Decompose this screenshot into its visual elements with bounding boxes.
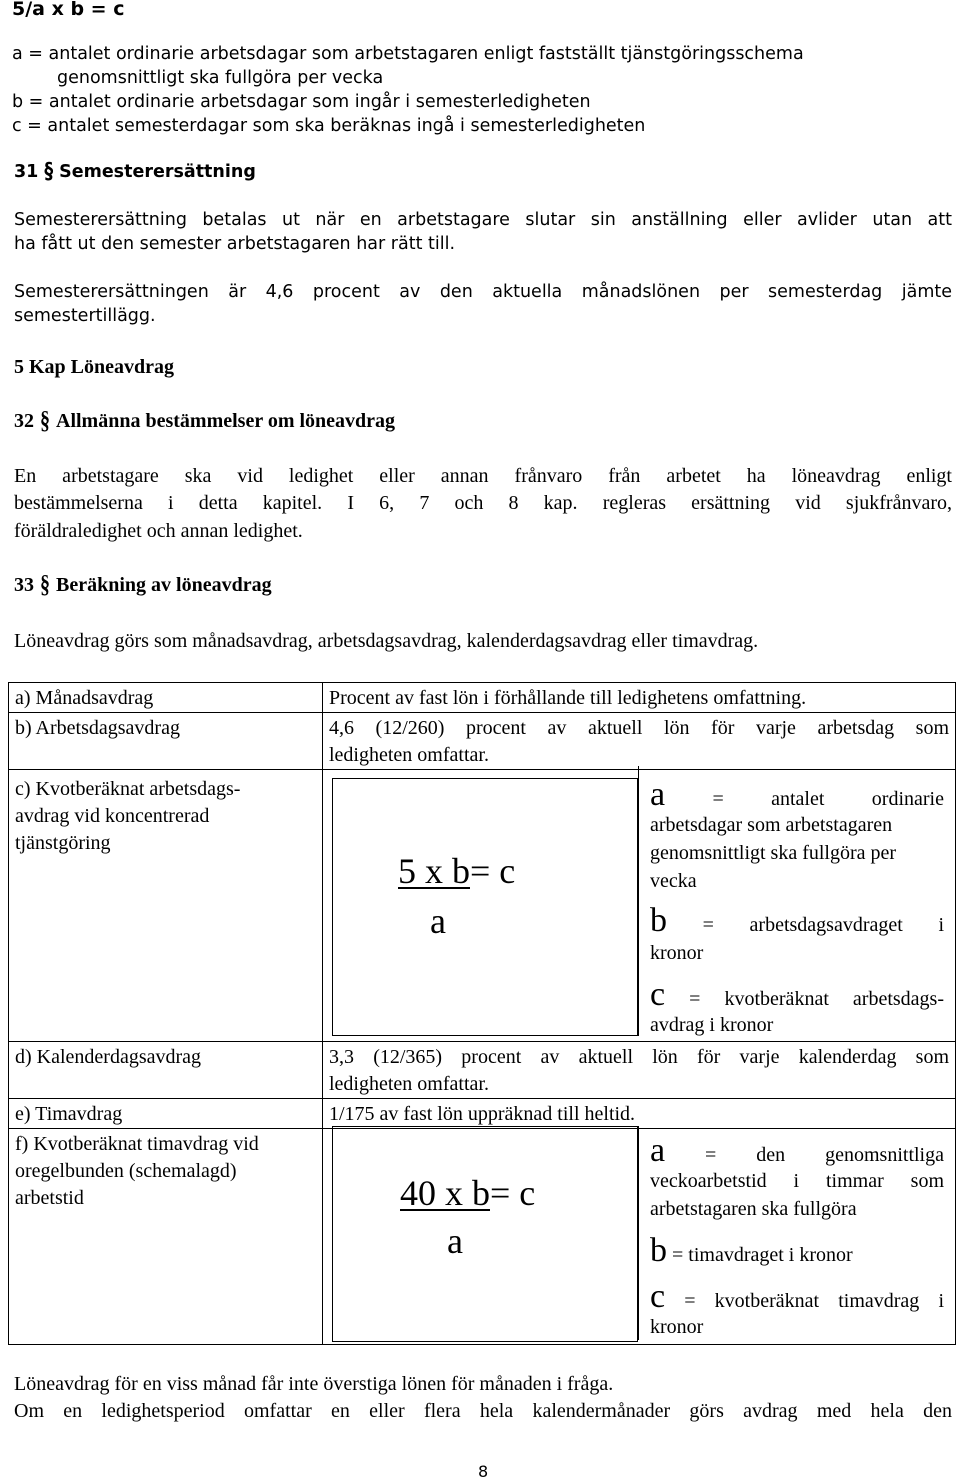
definition-a [650, 1132, 944, 1174]
chapter-5-heading: 5 Kap Löneavdrag [14, 356, 175, 378]
row-description-line1: 3,3 (12/365) procent av aktuell lön för varje kalenderdag som [329, 1046, 949, 1068]
s31-paragraph1-line2: ha fått ut den semester arbetstagaren har rätt till. [14, 234, 456, 254]
definition-b [650, 1232, 853, 1274]
row-label: d) Kalenderdagsavdrag [9, 1042, 323, 1099]
row-label [9, 1129, 323, 1345]
definition-a-line2: veckoarbetstid i timmar som [650, 1170, 944, 1192]
section-31-heading [14, 159, 256, 185]
formula-f [400, 1172, 535, 1214]
section-title: Semesterersättning [59, 162, 256, 182]
variable-letter: a [650, 776, 666, 813]
formula-denominator: a [430, 901, 446, 941]
bottom-line1: Löneavdrag för en viss månad får inte överstiga lönen för månaden i fråga. [14, 1373, 614, 1395]
definition-a-line4: vecka [650, 870, 697, 892]
row-description [323, 713, 956, 770]
variable-letter: c [650, 976, 666, 1013]
variable-letter: b [650, 902, 667, 939]
definition-text: = kvotberäknat arbetsdags- [689, 988, 944, 1010]
definition-b-line2: kronor [650, 942, 704, 964]
row-description-line1: 4,6 (12/260) procent av aktuell lön för varje arbetsdag som [329, 717, 949, 739]
divider [638, 1126, 639, 1340]
page-number: 8 [478, 1462, 489, 1481]
row-label-line2: oregelbunden (schemalagd) [15, 1160, 237, 1182]
row-label [9, 770, 323, 1042]
variable-letter: a [650, 1132, 666, 1169]
section-number: 31 [14, 162, 39, 182]
formula-frame [332, 778, 638, 1036]
table-row [9, 1042, 956, 1099]
definition-text: = antalet ordinarie [712, 788, 944, 810]
definition-c [650, 1278, 944, 1320]
definition-text: = den genomsnittliga [705, 1144, 944, 1166]
definition-a-line1: a = antalet ordinarie arbetsdagar som arbetstagaren enligt fastställt tjänstgöringsschema [12, 44, 804, 64]
definition-c: c = antalet semesterdagar som ska beräknas ingå i semesterledigheten [12, 116, 646, 136]
s31-paragraph2-line2: semestertillägg. [14, 306, 156, 326]
s31-paragraph1-line1: Semesterersättning betalas ut när en arbetstagare slutar sin anställning eller avlider utan att [14, 210, 952, 230]
variable-letter: c [650, 1278, 666, 1315]
formula-denominator: a [447, 1221, 463, 1261]
row-description-line2: ledigheten omfattar. [329, 744, 489, 766]
definition-a-line2: genomsnittligt ska fullgöra per vecka [57, 68, 384, 88]
divider [638, 766, 639, 1036]
definition-c [650, 976, 944, 1018]
formula-equals: = c [470, 851, 516, 891]
definition-b [650, 902, 944, 944]
s32-line1: En arbetstagare ska vid ledighet eller annan frånvaro från arbetet ha löneavdrag enligt [14, 465, 952, 487]
table-row [9, 683, 956, 713]
row-description: 1/175 av fast lön uppräknad till heltid. [323, 1099, 956, 1129]
definition-c-line2: avdrag i kronor [650, 1014, 774, 1036]
row-description [323, 1042, 956, 1099]
definition-a-line3: arbetstagaren ska fullgöra [650, 1198, 857, 1220]
row-label-line1: c) Kvotberäknat arbetsdags- [15, 778, 241, 800]
definition-a [650, 776, 944, 818]
s33-intro: Löneavdrag görs som månadsavdrag, arbetsdagsavdrag, kalenderdagsavdrag eller timavdrag. [14, 630, 759, 652]
row-description-line2: ledigheten omfattar. [329, 1073, 489, 1095]
bottom-line2: Om en ledighetsperiod omfattar en eller flera hela kalendermånader görs avdrag med hela den [14, 1400, 952, 1422]
s32-line2: bestämmelserna i detta kapitel. I 6, 7 och 8 kap. regleras ersättning vid sjukfrånvaro, [14, 492, 952, 514]
section-title: Allmänna bestämmelser om löneavdrag [56, 410, 396, 432]
row-label-line2: avdrag vid koncentrerad [15, 805, 210, 827]
section-32-heading [14, 407, 396, 435]
section-sign: § [40, 571, 50, 599]
formula-numerator: 40 x b [400, 1173, 490, 1213]
s32-line3: föräldraledighet och annan ledighet. [14, 520, 303, 542]
section-sign: § [40, 407, 50, 435]
definition-text: = kvotberäknat timavdrag i [684, 1290, 945, 1312]
row-label-line3: arbetstid [15, 1187, 84, 1209]
variable-letter: b [650, 1232, 667, 1269]
section-number: 33 [14, 574, 34, 596]
formula-heading: 5/a x b = c [12, 0, 125, 20]
row-label: b) Arbetsdagsavdrag [9, 713, 323, 770]
table-row [9, 713, 956, 770]
section-number: 32 [14, 410, 34, 432]
section-title: Beräkning av löneavdrag [56, 574, 272, 596]
row-label: a) Månadsavdrag [9, 683, 323, 713]
definition-a-line2: arbetsdagar som arbetstagaren [650, 814, 893, 836]
formula-numerator: 5 x b [398, 851, 470, 891]
row-label: e) Timavdrag [9, 1099, 323, 1129]
formula-equals: = c [490, 1173, 536, 1213]
formula-frame [332, 1126, 638, 1342]
definition-c-line2: kronor [650, 1316, 704, 1338]
section-33-heading [14, 571, 272, 599]
table-row [9, 1099, 956, 1129]
s31-paragraph2-line1: Semesterersättningen är 4,6 procent av den aktuella månadslönen per semesterdag jämte [14, 282, 952, 302]
definition-text: = arbetsdagsavdraget i [702, 914, 944, 936]
row-label-line1: f) Kvotberäknat timavdrag vid [15, 1133, 259, 1155]
definition-b: b = antalet ordinarie arbetsdagar som ingår i semesterledigheten [12, 92, 591, 112]
section-sign: § [44, 159, 54, 185]
definition-text: = timavdraget i kronor [672, 1244, 853, 1266]
row-description: Procent av fast lön i förhållande till ledighetens omfattning. [323, 683, 956, 713]
row-label-line3: tjänstgöring [15, 832, 111, 854]
formula-c [398, 850, 515, 892]
definition-a-line3: genomsnittligt ska fullgöra per [650, 842, 897, 864]
